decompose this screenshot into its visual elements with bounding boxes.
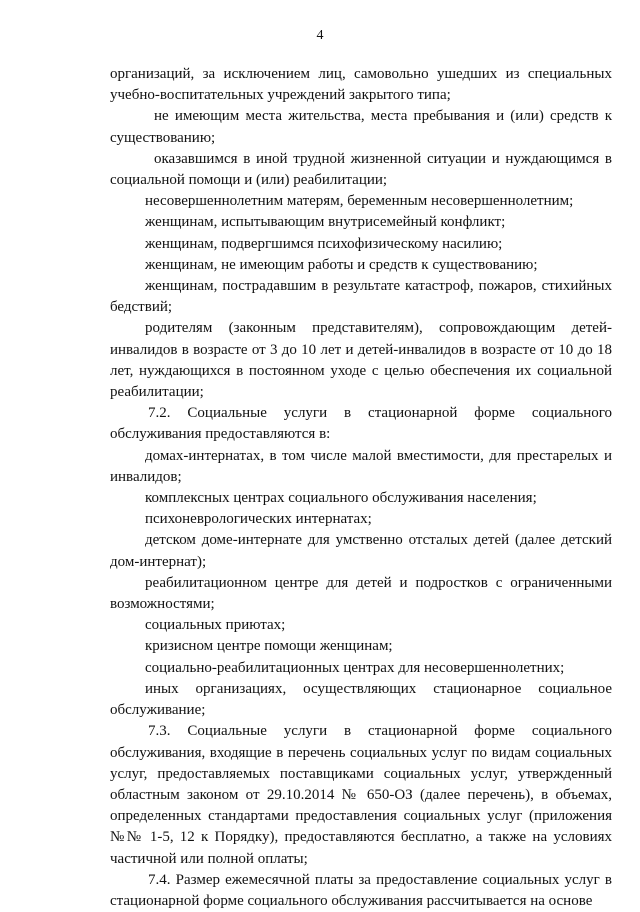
paragraph-complex-centers: комплексных центрах социального обслуживания населения; xyxy=(145,490,537,507)
paragraph-shelters: социальных приютах; xyxy=(145,617,286,634)
paragraph-psycho-boarding: психоневрологических интернатах; xyxy=(145,511,372,528)
page-number: 4 xyxy=(316,28,324,43)
paragraph-organizations: организаций, за исключением лиц, самовольно ушедших из специальных учебно-воспитательных учреждений закрытого типа; xyxy=(110,66,612,104)
paragraph-violence: женщинам, подвергшимся психофизическому насилию; xyxy=(145,235,503,252)
paragraph-no-residence: не имеющим места жительства, места пребывания и (или) средств к существованию; xyxy=(110,108,612,146)
paragraph-7-3: 7.3. Социальные услуги в стационарной форме социального обслуживания, входящие в перечень социальных услуг по видам социальных услуг, предоставляемых поставщиками социальных услуг, утвержденный областным законом от 29.10.2014 № 650-ОЗ (далее перечень), в объемах, определенных стандартами предоставления социальных услуг (приложения №№ 1-5, 12 к Порядку), предоставляются бесплатно, а также на условиях частичной или полной оплаты; xyxy=(110,723,612,867)
paragraph-7-2: 7.2. Социальные услуги в стационарной форме социального обслуживания предоставляются в: xyxy=(110,405,612,443)
paragraph-rehab-center: реабилитационном центре для детей и подростков с ограниченными возможностями; xyxy=(110,574,612,613)
document-body xyxy=(110,64,612,912)
paragraph-hard-situation: оказавшимся в иной трудной жизненной ситуации и нуждающимся в социальной помощи и (или) реабилитации; xyxy=(110,150,612,189)
paragraph-crisis-center: кризисном центре помощи женщинам; xyxy=(145,638,393,655)
paragraph-other-orgs: иных организациях, осуществляющих стационарное социальное обслуживание; xyxy=(110,680,612,719)
paragraph-disasters: женщинам, пострадавшим в результате катастроф, пожаров, стихийных бедствий; xyxy=(110,278,612,316)
paragraph-family-conflict: женщинам, испытывающим внутрисемейный конфликт; xyxy=(145,214,506,231)
paragraph-children-home: детском доме-интернате для умственно отсталых детей (далее детский дом-интернат); xyxy=(110,532,612,570)
paragraph-no-work: женщинам, не имеющим работы и средств к существованию; xyxy=(145,256,538,273)
paragraph-minor-mothers: несовершеннолетним матерям, беременным несовершеннолетним; xyxy=(145,193,574,210)
paragraph-parents: родителям (законным представителям), сопровождающим детей-инвалидов в возрасте от 3 до 10 лет и детей-инвалидов в возрасте от 10 до 18 лет, нуждающихся в постоянном уходе с целью обеспечения их социальной реабилитации; xyxy=(110,320,612,401)
paragraph-boarding-homes: домах-интернатах, в том числе малой вместимости, для престарелых и инвалидов; xyxy=(110,447,612,485)
paragraph-7-4: 7.4. Размер ежемесячной платы за предоставление социальных услуг в стационарной форме социального обслуживания рассчитывается на основе xyxy=(110,871,612,909)
paragraph-minor-rehab-centers: социально-реабилитационных центрах для несовершеннолетних; xyxy=(145,659,565,676)
